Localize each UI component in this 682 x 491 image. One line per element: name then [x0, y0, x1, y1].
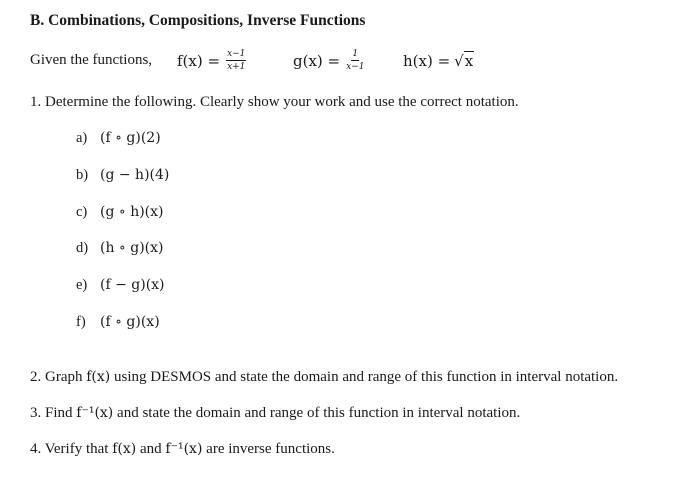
- question-4-math-2: f⁻¹(x): [165, 441, 203, 457]
- part-label: f): [76, 314, 86, 330]
- question-3-suffix: and state the domain and range of this function in interval notation.: [113, 405, 521, 421]
- question-2-prefix: 2. Graph: [30, 369, 87, 385]
- function-h-radicand: x: [464, 52, 474, 70]
- question-1-part-d: [76, 240, 164, 257]
- function-g-numerator: 1: [352, 49, 359, 59]
- function-g-denominator: x−1: [346, 62, 365, 72]
- function-f-lhs: f(x) =: [177, 51, 221, 70]
- part-label: d): [76, 240, 89, 256]
- function-h-definition: [403, 52, 474, 70]
- function-g-fraction: [346, 49, 364, 72]
- function-f-fraction: [226, 49, 246, 72]
- question-1: 1. Determine the following. Clearly show your work and use the correct notation.: [30, 94, 519, 110]
- part-expression: (f ∘ g)(2): [100, 130, 161, 146]
- question-3-math: f⁻¹(x): [76, 405, 114, 421]
- part-label: a): [76, 130, 88, 146]
- question-1-part-f: [76, 314, 160, 331]
- section-heading: B. Combinations, Compositions, Inverse Functions: [30, 12, 366, 29]
- function-f-denominator: x+1: [227, 62, 246, 72]
- question-4: [30, 441, 335, 458]
- function-h-sqrt: [454, 52, 474, 70]
- part-expression: (h ∘ g)(x): [100, 240, 164, 256]
- part-expression: (f − g)(x): [100, 277, 165, 293]
- question-4-middle: and: [136, 441, 166, 457]
- function-g-lhs: g(x) =: [293, 51, 341, 70]
- question-3: [30, 405, 520, 422]
- part-label: e): [76, 277, 88, 293]
- question-4-suffix: are inverse functions.: [202, 441, 335, 457]
- question-1-part-e: [76, 277, 165, 294]
- part-label: b): [76, 167, 89, 183]
- part-expression: (f ∘ g)(x): [100, 314, 160, 330]
- part-label: c): [76, 204, 88, 220]
- part-expression: (g − h)(4): [100, 167, 170, 183]
- part-expression: (g ∘ h)(x): [100, 204, 164, 220]
- question-2: [30, 369, 618, 386]
- question-2-suffix: using DESMOS and state the domain and range of this function in interval notation.: [110, 369, 619, 385]
- function-h-lhs: h(x) =: [403, 52, 451, 70]
- question-1-part-c: [76, 204, 164, 221]
- question-1-part-a: [76, 130, 161, 147]
- question-3-prefix: 3. Find: [30, 405, 77, 421]
- sqrt-sign: √: [454, 52, 464, 70]
- question-4-prefix: 4. Verify that: [30, 441, 113, 457]
- given-functions-label: Given the functions,: [30, 52, 153, 68]
- question-2-math: f(x): [86, 369, 111, 385]
- question-4-math-1: f(x): [112, 441, 137, 457]
- function-f-definition: [177, 49, 246, 72]
- question-1-part-b: [76, 167, 169, 184]
- function-f-numerator: x−1: [227, 49, 246, 59]
- function-g-definition: [293, 49, 364, 72]
